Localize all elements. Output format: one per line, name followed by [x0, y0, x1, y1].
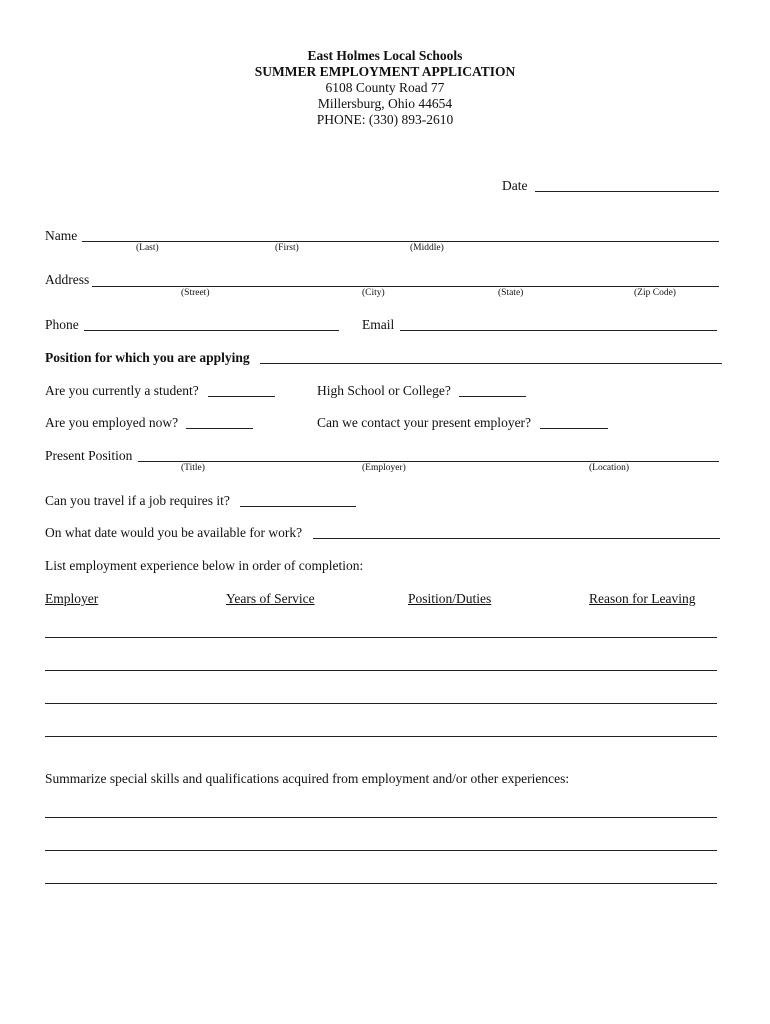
present-position-field[interactable]	[138, 461, 719, 462]
travel-label: Can you travel if a job requires it?	[45, 493, 230, 508]
header-employer: Employer	[45, 591, 99, 606]
school-label: High School or College?	[317, 383, 451, 398]
addr-street-caption: (Street)	[181, 288, 210, 298]
student-field[interactable]	[208, 396, 275, 397]
addr-city-caption: (City)	[362, 288, 385, 298]
list-intro: List employment experience below in order of completion:	[45, 558, 364, 573]
email-field[interactable]	[400, 330, 717, 331]
contact-field[interactable]	[540, 428, 608, 429]
address-label: Address	[45, 272, 90, 287]
student-label: Are you currently a student?	[45, 383, 199, 398]
travel-field[interactable]	[240, 506, 356, 507]
skills-line[interactable]	[45, 850, 717, 851]
org-name: East Holmes Local Schools	[307, 48, 463, 63]
header-position: Position/Duties	[408, 591, 492, 606]
address-city: Millersburg, Ohio 44654	[317, 96, 453, 111]
name-field[interactable]	[82, 241, 719, 242]
position-field[interactable]	[260, 363, 722, 364]
name-label: Name	[45, 228, 78, 243]
present-position-label: Present Position	[45, 448, 133, 463]
available-label: On what date would you be available for work?	[45, 525, 303, 540]
contact-label: Can we contact your present employer?	[317, 415, 532, 430]
pp-location-caption: (Location)	[589, 463, 630, 473]
employment-line[interactable]	[45, 703, 717, 704]
addr-zip-caption: (Zip Code)	[634, 288, 676, 298]
skills-prompt: Summarize special skills and qualifications acquired from employment and/or other experiences:	[45, 771, 570, 786]
phone-field[interactable]	[84, 330, 339, 331]
name-middle-caption: (Middle)	[410, 243, 444, 253]
employment-line[interactable]	[45, 670, 717, 671]
addr-state-caption: (State)	[498, 288, 524, 298]
employed-field[interactable]	[186, 428, 253, 429]
employed-label: Are you employed now?	[45, 415, 179, 430]
position-label: Position for which you are applying	[45, 350, 250, 365]
employment-line[interactable]	[45, 736, 717, 737]
date-field[interactable]	[535, 191, 719, 192]
pp-title-caption: (Title)	[181, 463, 205, 473]
pp-employer-caption: (Employer)	[362, 463, 406, 473]
email-label: Email	[362, 317, 395, 332]
date-label: Date	[502, 178, 528, 193]
name-last-caption: (Last)	[136, 243, 159, 253]
phone-label: Phone	[45, 317, 79, 332]
header-reason: Reason for Leaving	[589, 591, 696, 606]
name-first-caption: (First)	[275, 243, 299, 253]
employment-line[interactable]	[45, 637, 717, 638]
available-field[interactable]	[313, 538, 720, 539]
skills-line[interactable]	[45, 883, 717, 884]
phone-number: PHONE: (330) 893-2610	[316, 112, 454, 127]
skills-line[interactable]	[45, 817, 717, 818]
form-title: SUMMER EMPLOYMENT APPLICATION	[254, 64, 516, 79]
school-field[interactable]	[459, 396, 526, 397]
address-field[interactable]	[92, 286, 719, 287]
header-years: Years of Service	[226, 591, 315, 606]
address-street: 6108 County Road 77	[325, 80, 445, 95]
